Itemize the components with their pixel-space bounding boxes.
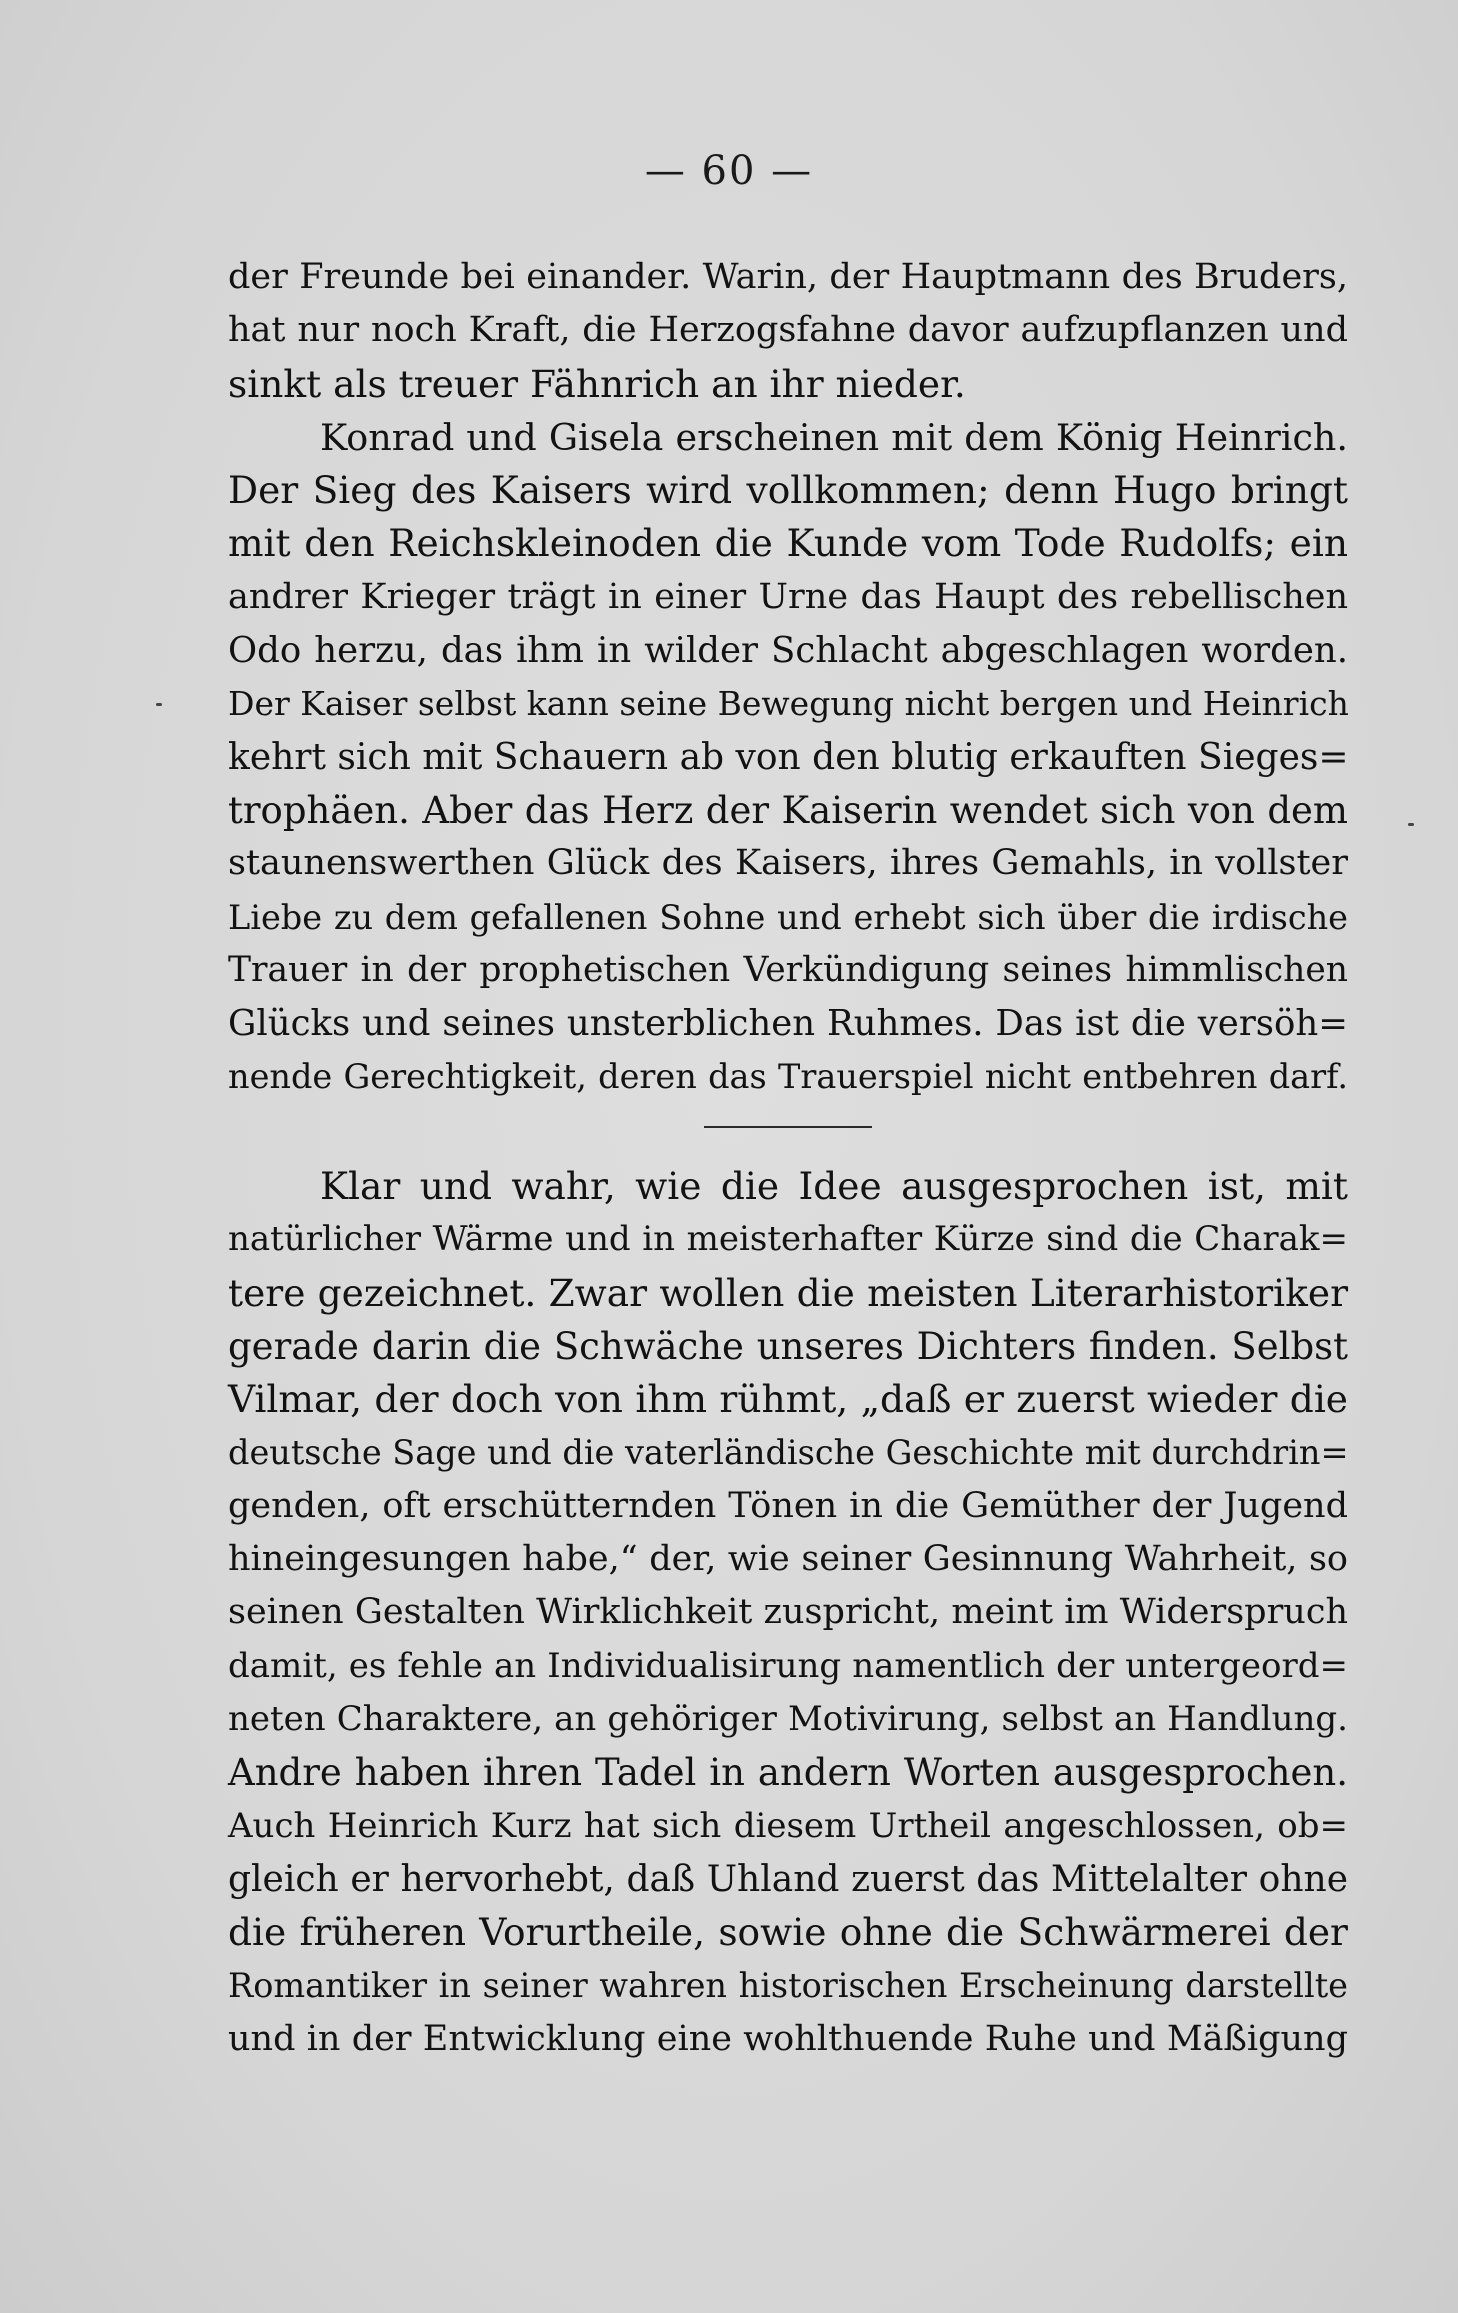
text-line: natürlicher Wärme und in meisterhafter Kürze sind die Charak=	[228, 1219, 1348, 1260]
text-line: Andre haben ihren Tadel in andern Worten ausgesprochen.	[228, 1751, 1348, 1795]
text-line: damit, es fehle an Individualisirung namentlich der untergeord=	[228, 1645, 1348, 1686]
text-line: Klar und wahr, wie die Idee ausgesprochen ist, mit	[320, 1164, 1348, 1208]
paper-speck	[156, 703, 162, 706]
text-block-upper	[228, 251, 1348, 1104]
text-line: genden, oft erschütternden Tönen in die Gemüther der Jugend	[228, 1485, 1348, 1526]
page-number: — 60 —	[644, 148, 814, 194]
text-line: Der Sieg des Kaisers wird vollkommen; denn Hugo bringt	[228, 468, 1348, 513]
text-line: hat nur noch Kraft, die Herzogsfahne davor aufzupflanzen und	[228, 310, 1348, 351]
text-line: Konrad und Gisela erscheinen mit dem König Heinrich.	[320, 415, 1348, 459]
text-line: Der Kaiser selbst kann seine Bewegung nicht bergen und Heinrich	[228, 684, 1349, 724]
text-line: die früheren Vorurtheile, sowie ohne die Schwärmerei der	[228, 1910, 1348, 1955]
text-line: hineingesungen habe,“ der, wie seiner Gesinnung Wahrheit, so	[228, 1539, 1348, 1580]
section-divider	[704, 1126, 872, 1128]
text-line: Romantiker in seiner wahren historischen Erscheinung darstellte	[228, 1966, 1348, 2006]
text-line: der Freunde bei einander. Warin, der Hauptmann des Bruders,	[228, 257, 1348, 297]
text-line: andrer Krieger trägt in einer Urne das Haupt des rebellischen	[228, 576, 1348, 617]
paper-speck	[1408, 823, 1414, 826]
text-line: deutsche Sage und die vaterländische Geschichte mit durchdrin=	[228, 1433, 1349, 1473]
text-line: Glücks und seines unsterblichen Ruhmes. Das ist die versöh=	[228, 1003, 1348, 1045]
text-line: seinen Gestalten Wirklichkeit zuspricht, meint im Widerspruch	[228, 1592, 1348, 1633]
text-line: Auch Heinrich Kurz hat sich diesem Urtheil angeschlossen, ob=	[228, 1805, 1348, 1846]
text-line: nende Gerechtigkeit, deren das Trauerspiel nicht entbehren darf.	[228, 1057, 1348, 1097]
text-line: trophäen. Aber das Herz der Kaiserin wendet sich von dem	[228, 788, 1348, 832]
text-line: Vilmar, der doch von ihm rühmt, „daß er zuerst wieder die	[228, 1377, 1348, 1422]
text-line: Odo herzu, das ihm in wilder Schlacht abgeschlagen worden.	[228, 630, 1348, 672]
text-line: gleich er hervorhebt, daß Uhland zuerst das Mittelalter ohne	[228, 1858, 1348, 1900]
paragraph-2	[228, 411, 1348, 1104]
text-block-lower	[228, 1160, 1348, 2066]
text-line: Liebe zu dem gefallenen Sohne und erhebt sich über die irdische	[228, 897, 1348, 937]
text-line: staunenswerthen Glück des Kaisers, ihres Gemahls, in vollster	[228, 843, 1348, 884]
text-line: neten Charaktere, an gehöriger Motivirung, selbst an Handlung.	[228, 1698, 1348, 1739]
text-line: gerade darin die Schwäche unseres Dichters finden. Selbst	[228, 1324, 1348, 1368]
text-line: und in der Entwicklung eine wohlthuende Ruhe und Mäßigung	[228, 2018, 1348, 2059]
paragraph-3	[228, 1160, 1348, 2066]
text-line: kehrt sich mit Schauern ab von den blutig erkauften Sieges=	[228, 736, 1349, 778]
text-line: sinkt als treuer Fähnrich an ihr nieder.	[228, 361, 966, 406]
text-line: mit den Reichskleinoden die Kunde vom Tode Rudolfs; ein	[228, 521, 1348, 566]
text-line: tere gezeichnet. Zwar wollen die meisten Literarhistoriker	[228, 1270, 1348, 1315]
paragraph-1	[228, 251, 1348, 411]
text-line: Trauer in der prophetischen Verkündigung seines himmlischen	[228, 949, 1348, 990]
